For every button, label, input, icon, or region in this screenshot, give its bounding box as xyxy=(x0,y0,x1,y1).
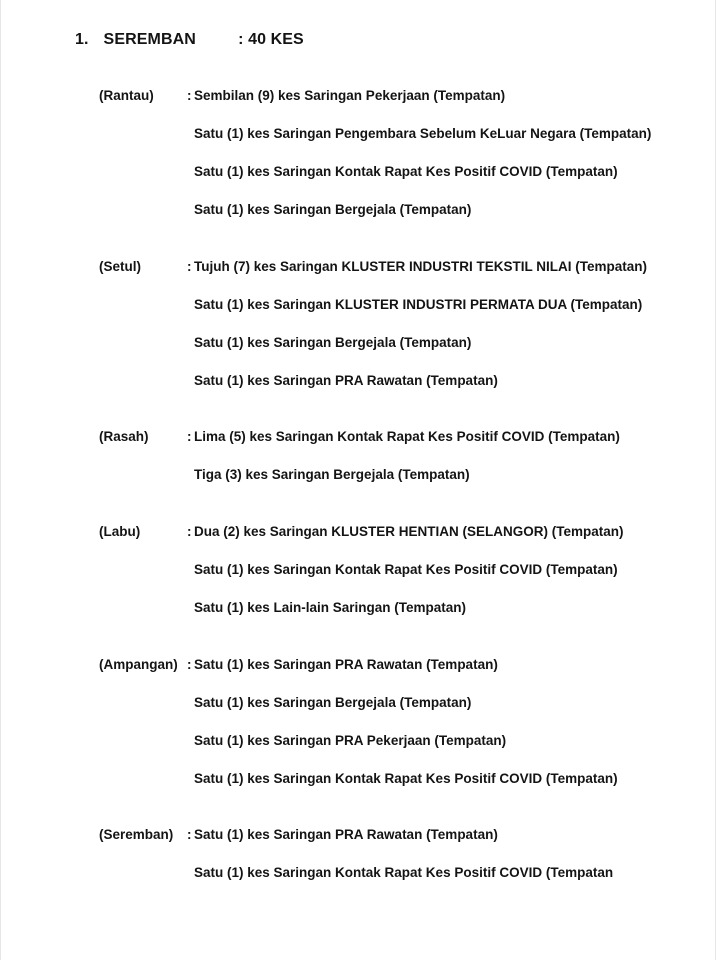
case-line: Satu (1) kes Saringan Bergejala (Tempatan) xyxy=(194,335,472,350)
case-line: Satu (1) kes Saringan PRA Pekerjaan (Tempatan) xyxy=(194,733,507,748)
section-row xyxy=(99,562,699,600)
section-row xyxy=(99,202,699,240)
heading-total: : 40 KES xyxy=(238,31,304,48)
case-line: Satu (1) kes Saringan Kontak Rapat Kes Positif COVID (Tempatan) xyxy=(194,771,618,786)
section-row xyxy=(99,695,699,733)
case-line: Satu (1) kes Saringan Kontak Rapat Kes Positif COVID (Tempatan) xyxy=(194,164,618,179)
case-line: Sembilan (9) kes Saringan Pekerjaan (Tempatan) xyxy=(194,88,506,103)
section-row xyxy=(99,657,699,695)
section-row xyxy=(99,524,699,562)
section-row xyxy=(99,600,699,638)
section-row xyxy=(99,335,699,373)
colon: : xyxy=(187,827,192,842)
section-row xyxy=(99,88,699,126)
section-row xyxy=(99,259,699,297)
case-line: Satu (1) kes Saringan Pengembara Sebelum KeLuar Negara (Tempatan) xyxy=(194,126,652,141)
section-row xyxy=(99,827,699,865)
section-row xyxy=(99,126,699,164)
case-line: Satu (1) kes Saringan PRA Rawatan (Tempatan) xyxy=(194,373,498,388)
case-line: Satu (1) kes Saringan Kontak Rapat Kes Positif COVID (Tempatan xyxy=(194,865,614,880)
district-heading xyxy=(75,31,304,49)
section-row xyxy=(99,467,699,505)
case-line: Satu (1) kes Saringan PRA Rawatan (Tempatan) xyxy=(194,827,498,842)
section-labu xyxy=(99,524,699,638)
section-seremban xyxy=(99,827,699,903)
colon: : xyxy=(187,429,192,444)
section-row xyxy=(99,733,699,771)
area-label: (Seremban) xyxy=(99,827,174,842)
case-line: Satu (1) kes Saringan Bergejala (Tempatan) xyxy=(194,695,472,710)
area-label: (Setul) xyxy=(99,259,141,274)
case-line: Tujuh (7) kes Saringan KLUSTER INDUSTRI TEKSTIL NILAI (Tempatan) xyxy=(194,259,648,274)
section-rasah xyxy=(99,429,699,505)
heading-number: 1. xyxy=(75,31,89,48)
area-label: (Labu) xyxy=(99,524,141,539)
section-ampangan xyxy=(99,657,699,809)
section-row xyxy=(99,771,699,809)
case-line: Satu (1) kes Lain-lain Saringan (Tempatan) xyxy=(194,600,467,615)
colon: : xyxy=(187,88,192,103)
area-label: (Rantau) xyxy=(99,88,154,103)
area-label: (Ampangan) xyxy=(99,657,178,672)
colon: : xyxy=(187,259,192,274)
case-line: Tiga (3) kes Saringan Bergejala (Tempatan) xyxy=(194,467,470,482)
case-line: Satu (1) kes Saringan Kontak Rapat Kes Positif COVID (Tempatan) xyxy=(194,562,618,577)
section-row xyxy=(99,373,699,411)
heading-district: SEREMBAN xyxy=(103,31,196,48)
case-line: Satu (1) kes Saringan Bergejala (Tempatan) xyxy=(194,202,472,217)
section-row xyxy=(99,164,699,202)
case-line: Lima (5) kes Saringan Kontak Rapat Kes Positif COVID (Tempatan) xyxy=(194,429,620,444)
case-line: Satu (1) kes Saringan PRA Rawatan (Tempatan) xyxy=(194,657,498,672)
section-row xyxy=(99,429,699,467)
section-setul xyxy=(99,259,699,411)
area-label: (Rasah) xyxy=(99,429,149,444)
section-row xyxy=(99,297,699,335)
case-line: Dua (2) kes Saringan KLUSTER HENTIAN (SELANGOR) (Tempatan) xyxy=(194,524,624,539)
section-row xyxy=(99,865,699,903)
section-rantau xyxy=(99,88,699,240)
colon: : xyxy=(187,657,192,672)
case-line: Satu (1) kes Saringan KLUSTER INDUSTRI PERMATA DUA (Tempatan) xyxy=(194,297,643,312)
colon: : xyxy=(187,524,192,539)
